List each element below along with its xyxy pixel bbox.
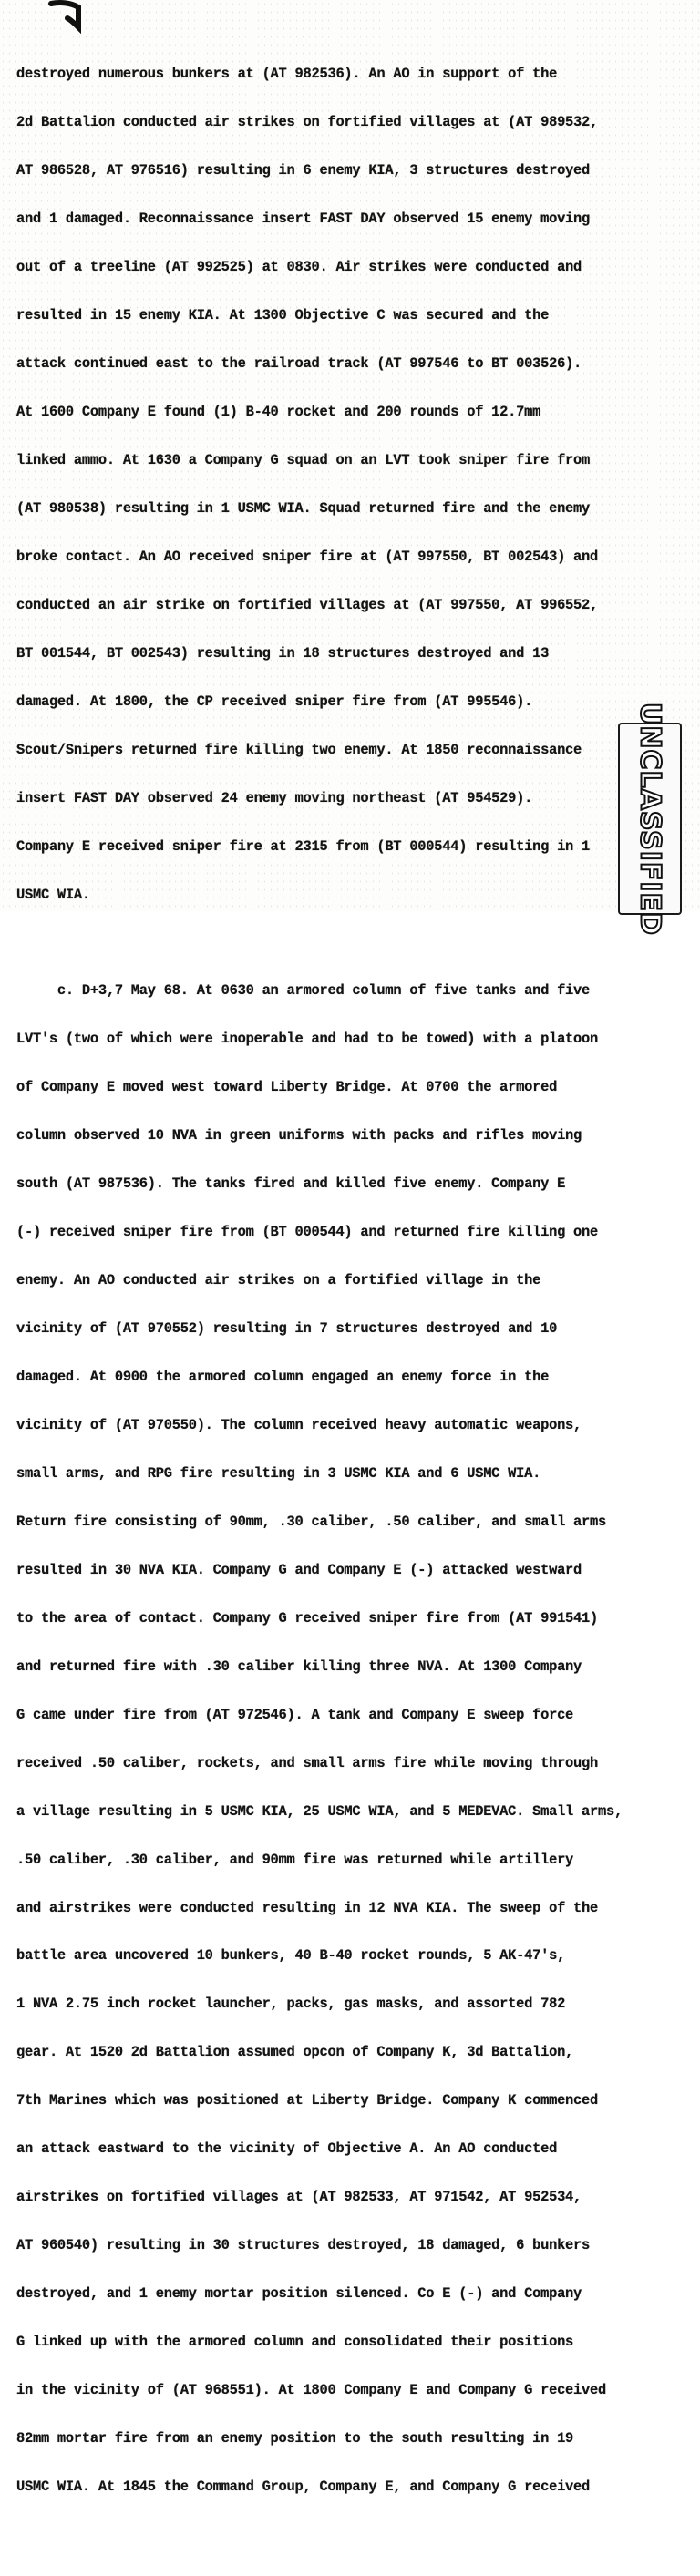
text-line: an attack eastward to the vicinity of Objective A. An AO conducted <box>16 2140 558 2158</box>
text-line: vicinity of (AT 970552) resulting in 7 structures destroyed and 10 <box>16 1320 558 1338</box>
text-line: battle area uncovered 10 bunkers, 40 B-40 rocket rounds, 5 AK-47's, <box>16 1947 566 1965</box>
classification-stamp <box>618 702 682 936</box>
text-line: south (AT 987536). The tanks fired and killed five enemy. Company E <box>16 1175 566 1193</box>
text-line: 82mm mortar fire from an enemy position to the south resulting in 19 <box>16 2430 574 2448</box>
text-line: enemy. An AO conducted air strikes on a fortified village in the <box>16 1272 541 1289</box>
text-line: to the area of contact. Company G received sniper fire from (AT 991541) <box>16 1609 598 1627</box>
text-line: a village resulting in 5 USMC KIA, 25 USMC WIA, and 5 MEDEVAC. Small arms, <box>16 1802 623 1820</box>
text-line: USMC WIA. At 1845 the Command Group, Company E, and Company G received <box>16 2478 591 2495</box>
text-line: insert FAST DAY observed 24 enemy moving northeast (AT 954529). <box>16 789 533 806</box>
text-line: received .50 caliber, rockets, and small arms fire while moving through <box>16 1754 598 1771</box>
text-line: AT 960540) resulting in 30 structures destroyed, 18 damaged, 6 bunkers <box>16 2237 591 2254</box>
text-line: gear. At 1520 2d Battalion assumed opcon of Company K, 3d Battalion, <box>16 2044 574 2061</box>
text-line: linked ammo. At 1630 a Company G squad on an LVT took sniper fire from <box>16 451 591 468</box>
text-line: (-) received sniper fire from (BT 000544) and returned fire killing one <box>16 1224 598 1241</box>
text-line: damaged. At 1800, the CP received sniper fire from (AT 995546). <box>16 693 533 710</box>
text-line: 2d Battalion conducted air strikes on fortified villages at (AT 989532, <box>16 114 598 131</box>
text-line: resulted in 30 NVA KIA. Company G and Company E (-) attacked westward <box>16 1561 582 1578</box>
text-line: Scout/Snipers returned fire killing two enemy. At 1850 reconnaissance <box>16 741 582 758</box>
text-line: small arms, and RPG fire resulting in 3 USMC KIA and 6 USMC WIA. <box>16 1464 541 1482</box>
text-line: (AT 980538) resulting in 1 USMC WIA. Squad returned fire and the enemy <box>16 499 591 517</box>
text-line: At 1600 Company E found (1) B-40 rocket and 200 rounds of 12.7mm <box>16 403 541 420</box>
text-line: attack continued east to the railroad track (AT 997546 to BT 003526). <box>16 355 582 373</box>
text-line: BT 001544, BT 002543) resulting in 18 structures destroyed and 13 <box>16 644 550 662</box>
report-body-text <box>16 35 623 2576</box>
blank-line <box>16 935 618 951</box>
text-line: conducted an air strike on fortified villages at (AT 997550, AT 996552, <box>16 596 598 613</box>
text-line: G linked up with the armored column and consolidated their positions <box>16 2334 574 2351</box>
text-line: destroyed, and 1 enemy mortar position silenced. Co E (-) and Company <box>16 2285 582 2303</box>
text-line: out of a treeline (AT 992525) at 0830. Air strikes were conducted and <box>16 259 582 276</box>
text-line: broke contact. An AO received sniper fire at (AT 997550, BT 002543) and <box>16 548 598 565</box>
text-line: and 1 damaged. Reconnaissance insert FAST DAY observed 15 enemy moving <box>16 210 591 228</box>
text-line: 1 NVA 2.75 inch rocket launcher, packs, gas masks, and assorted 782 <box>16 1996 566 2013</box>
text-line: USMC WIA. <box>16 886 90 903</box>
text-line: airstrikes on fortified villages at (AT 982533, AT 971542, AT 952534, <box>16 2189 582 2206</box>
text-line: destroyed numerous bunkers at (AT 982536). An AO in support of the <box>16 66 558 83</box>
text-line: vicinity of (AT 970550). The column received heavy automatic weapons, <box>16 1417 582 1433</box>
text-line: resulted in 15 enemy KIA. At 1300 Objective C was secured and the <box>16 307 550 324</box>
text-line: damaged. At 0900 the armored column engaged an enemy force in the <box>16 1369 550 1386</box>
text-line: 7th Marines which was positioned at Liberty Bridge. Company K commenced <box>16 2092 598 2109</box>
pen-mark-icon <box>47 0 84 33</box>
classification-stamp-label: UNCLASSIFIED <box>633 702 666 936</box>
text-line: Company E received sniper fire at 2315 from (BT 000544) resulting in 1 <box>16 837 591 855</box>
text-line: and returned fire with .30 caliber killing three NVA. At 1300 Company <box>16 1657 582 1675</box>
text-line: LVT's (two of which were inoperable and had to be towed) with a platoon <box>16 1031 598 1048</box>
paragraph-heading-line: c. D+3,7 May 68. At 0630 an armored column of five tanks and five <box>16 982 591 1000</box>
text-line: G came under fire from (AT 972546). A tank and Company E sweep force <box>16 1706 574 1723</box>
text-line <box>16 2528 618 2544</box>
text-line: of Company E moved west toward Liberty Bridge. At 0700 the armored <box>16 1079 558 1096</box>
text-line: and airstrikes were conducted resulting in 12 NVA KIA. The sweep of the <box>16 1899 598 1916</box>
text-line: column observed 10 NVA in green uniforms with packs and rifles moving <box>16 1127 582 1144</box>
text-line: Return fire consisting of 90mm, .30 caliber, .50 caliber, and small arms <box>16 1513 606 1530</box>
text-line: .50 caliber, .30 caliber, and 90mm fire was returned while artillery <box>16 1851 574 1868</box>
text-line: AT 986528, AT 976516) resulting in 6 enemy KIA, 3 structures destroyed <box>16 162 591 180</box>
text-line: in the vicinity of (AT 968551). At 1800 Company E and Company G received <box>16 2382 606 2399</box>
